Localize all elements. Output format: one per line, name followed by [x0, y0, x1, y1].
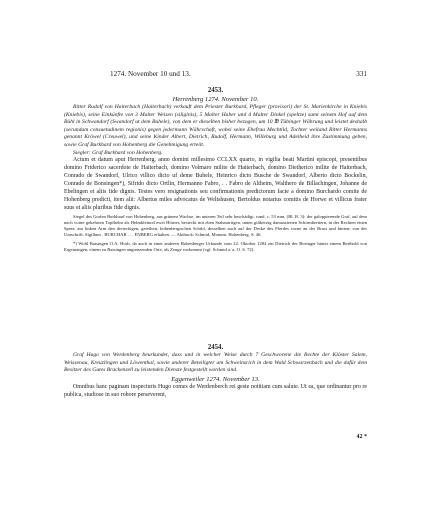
document-signer: Siegler: Graf Burkhard von Hohenberg.	[73, 149, 163, 156]
page-number: 331	[356, 70, 367, 78]
document-number: 2454.	[207, 344, 224, 351]
footnote: *) Wohl Baisingen O.A. Horb, da auch in einer anderen Hohenberger Urkunde vom 22. Oktober 1284 ein Dietrich der Bosinger hinter einem Berthold von Ergenzingen, einem zu Baisingen angrenzenden Orte, als Zeuge vorkommt (vgl. Schmid a. a. O. S. 72).	[64, 240, 367, 252]
document-body: Actum et datum aput Herrenberg, anno domini millesimo CCLXX quarto, in vigilia beati Martini episcopi, presentibus domino Friderico sacerdote de Haiterbach, domino Volmaro milite de Haiterbach, domino Dietherico milite de Haiterbach, Conrado de Swandorf, Ulrico villico dicto uf deme Buhele, Heinrico dicto Busche de Swandorf, Alberto dicto Bockelin, Conrado de Bonsingen*), Sifrido dicto Ortlin, Hermanno Fabro, . . Fabro de Altheim, Walthero de Billachingen, Johanne de Ebelingen et aliis fide dignis. Testes vero resignationis seu confirmationis predictorum facte a domino Burchardo comite de Hohenberg predicti, item alii: Albertus miles advocatus de Weltshusen, Bertoldus notarius comitis de Horwe et villicus frater suus et aliis pluribus fide dignis.	[64, 157, 367, 211]
document-summary: Graf Hugo von Werdenberg beurkundet, dass und in welcher Weise durch 7 Geschworene die Rechte der Klöster Salem, Weissenau, Kreuzlingen und Löwenthal, sowie anderer Beteiligter am Schweinsrich in dem Wald Schwarzenbach und die dafür dem Besitzer des Gutes Brackenzell zu leistenden Dienste festgestellt worden sind.	[64, 352, 367, 374]
document-summary: Ritter Rudolf von Haiterbach (Haiterbach) verkauft dem Priester Burkhard, Pfleger (provisori) der St. Marienkirche in Kniebis (Kniebis), seine Einkünfte von 3 Malter Weizen (siliginis), 5 Malter Haber und 4 Malter Dinkel (speltze) samt seinem Hof auf dem Bühl in Schwandorf (Swandorf ut dem Buhele), von dem er dieselben bisher bezogen, um 10 ℔ Tübinger Währung und leistet deshalb (secundum consuetudinem regionis) gegen jedermann Währschaft, wobei seine Ehefrau Mechtild, Tochter weiland Ritter Hermanns genannt Kröwel (Creuwel), und seine Kinder Albert, Dietrich, Rudolf, Hermann, Willeburg und Adelheid ihre Zustimmung geben, sowie Graf Burkhard von Hohenberg die Genehmigung erteilt.	[64, 104, 367, 148]
document-body: Omnibus hanc paginam inspecturis Hugo comes de Werdenberch rei geste notitiam cum salute. Ut ea, que ordinantur pro re publica, studiose in suo robore perseverent,	[64, 383, 367, 398]
document-dateline: Eggenweiler 1274. November 13.	[171, 375, 260, 383]
seal-note: Siegel des Grafen Burkhard von Hohenberg, aus grünem Wachse, im unteren Teil sehr beschädigt, rund, c. 53 mm, (Bl. B. 3): der galoppierende Graf, auf dem nach vorne gekehrten Topfhelm als Helmkleinod zwei Hörner, besteckt mit eben Stabarartigen, unten giltkerzig damaszierten Schirmbrettern, in der Rechten einen Speer, am linken Arm den dreieckigen, geteilten, hohenbergischen Schild, desselben auch auf der Decke des Pferdes vorne an der Brust und hinten; von der Umschrift: Sigillum . BURCHAR . . . ENBERG erhalten. — Abdruck: Schmid, Monum. Hohenberg. S. 46.	[64, 213, 367, 238]
document-2454	[64, 343, 367, 400]
document-2453	[64, 86, 367, 253]
document-number: 2453.	[207, 87, 224, 94]
document-dateline: Herrenberg 1274. November 10.	[172, 96, 259, 103]
sheet-signature: 42 *	[356, 434, 367, 440]
running-title: 1274. November 10 und 13.	[110, 70, 191, 78]
page-header	[110, 70, 367, 82]
